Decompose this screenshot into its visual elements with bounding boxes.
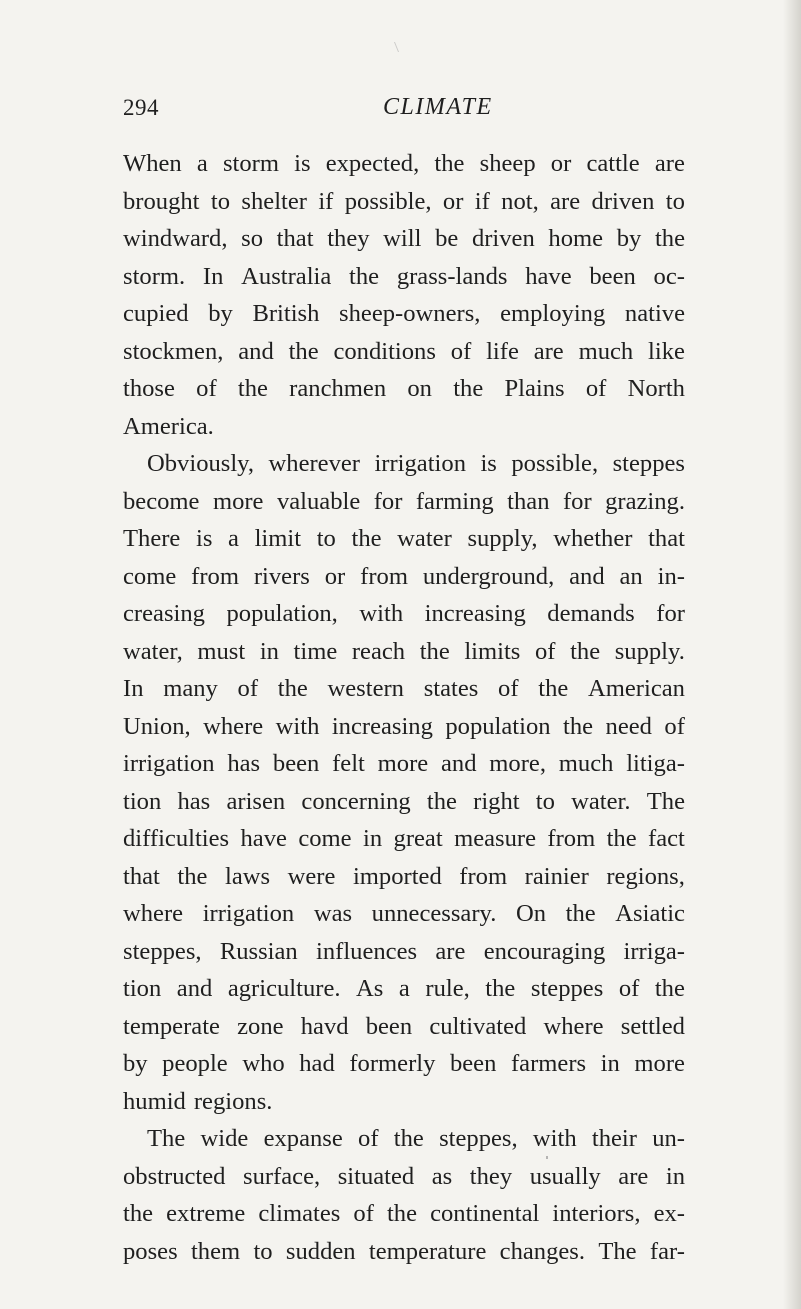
word: cupied xyxy=(123,300,189,327)
word: difficulties xyxy=(123,825,230,852)
word: of xyxy=(358,1125,379,1152)
word: is xyxy=(294,150,311,177)
printing-mark xyxy=(394,42,402,52)
word: in xyxy=(665,1162,685,1190)
word: the xyxy=(538,675,569,702)
text-line xyxy=(123,1008,685,1046)
word: from xyxy=(459,862,508,890)
word: than xyxy=(507,487,550,515)
word: concerning xyxy=(301,787,411,815)
word: tion xyxy=(123,975,162,1002)
word: irrigation xyxy=(123,750,215,777)
word: are xyxy=(654,150,685,177)
word: irrigation xyxy=(374,450,466,477)
word: a xyxy=(228,525,239,552)
word: to xyxy=(210,187,231,215)
word: Asiatic xyxy=(615,900,685,927)
word: regions. xyxy=(193,1087,273,1115)
word: sheep-owners, xyxy=(339,300,481,327)
text-line xyxy=(123,783,685,821)
word: be xyxy=(435,225,459,252)
word: where xyxy=(123,900,184,927)
text-line xyxy=(123,820,685,858)
word: of xyxy=(618,975,640,1002)
word: farming xyxy=(415,487,494,515)
word: surface, xyxy=(243,1162,321,1190)
word: are xyxy=(435,937,466,965)
word: In xyxy=(123,675,144,702)
word: steppes, xyxy=(439,1125,518,1152)
word: for xyxy=(656,600,685,627)
word: demands xyxy=(547,600,635,627)
word: continental xyxy=(430,1200,540,1227)
word: come xyxy=(298,825,352,852)
word: oc- xyxy=(653,262,685,290)
word: is xyxy=(480,450,497,477)
word: agriculture. xyxy=(227,975,341,1002)
word: the xyxy=(177,862,208,890)
word: underground, xyxy=(422,562,555,590)
word: where xyxy=(543,1012,604,1040)
text-line xyxy=(123,258,685,296)
word: obstructed xyxy=(123,1162,226,1190)
text-line xyxy=(123,520,685,558)
word: felt xyxy=(332,750,365,777)
word: with xyxy=(359,600,404,627)
text-line xyxy=(123,895,685,933)
word: in xyxy=(362,825,383,852)
word: have xyxy=(240,825,287,852)
word: of xyxy=(353,1200,374,1227)
word: population, xyxy=(226,600,338,627)
word: sheep xyxy=(479,150,536,177)
word: by xyxy=(208,300,233,327)
word: There xyxy=(123,525,181,552)
word: are xyxy=(550,187,581,215)
word: water xyxy=(397,525,452,552)
word: un- xyxy=(652,1125,685,1152)
text-line xyxy=(123,1195,685,1233)
text-line xyxy=(123,370,685,408)
word: the xyxy=(654,975,685,1002)
word: the xyxy=(606,825,637,852)
word: from xyxy=(547,825,596,852)
word: of xyxy=(237,675,259,702)
text-line xyxy=(123,333,685,371)
word: with xyxy=(532,1125,577,1152)
word: for xyxy=(373,487,403,515)
word: interiors, xyxy=(552,1200,641,1227)
word: American xyxy=(587,675,685,702)
word: humid xyxy=(123,1087,186,1115)
word: or xyxy=(442,187,464,215)
word: storm. xyxy=(123,262,186,290)
text-line xyxy=(123,745,685,783)
word: zone xyxy=(237,1012,284,1040)
page-edge-shadow xyxy=(783,0,801,1309)
word: tion xyxy=(123,787,162,815)
text-line xyxy=(123,708,685,746)
text-line xyxy=(123,1083,685,1121)
word: creasing xyxy=(123,600,205,627)
word: a xyxy=(196,150,208,177)
word: Union, xyxy=(123,712,191,740)
word: is xyxy=(195,525,213,552)
word: of xyxy=(450,337,472,365)
word: are xyxy=(618,1162,649,1190)
word: more, xyxy=(489,750,546,777)
word: must xyxy=(197,637,246,665)
word: more xyxy=(212,487,264,515)
word: much xyxy=(558,750,614,777)
word: have xyxy=(525,262,572,290)
word: the xyxy=(563,712,594,740)
text-line xyxy=(123,1158,685,1196)
word: become xyxy=(123,487,200,515)
word: formerly xyxy=(349,1050,436,1077)
word: settled xyxy=(620,1012,685,1040)
word: come xyxy=(123,562,177,590)
word: America. xyxy=(123,412,214,440)
word: extreme xyxy=(166,1200,246,1227)
word: the xyxy=(351,525,382,552)
word: as xyxy=(431,1162,453,1190)
text-line xyxy=(123,183,685,221)
word: or xyxy=(550,150,572,177)
word: more xyxy=(377,750,429,777)
word: those xyxy=(123,375,175,402)
word: valuable xyxy=(276,487,361,515)
word: an xyxy=(619,562,643,590)
word: the xyxy=(485,975,516,1002)
word: who xyxy=(242,1050,285,1077)
text-line xyxy=(123,858,685,896)
word: increasing xyxy=(424,600,526,627)
text-line xyxy=(123,933,685,971)
word: of xyxy=(196,375,217,402)
word: life xyxy=(486,337,519,365)
word: western xyxy=(327,675,404,702)
word: Russian xyxy=(219,937,298,965)
word: to xyxy=(316,525,336,552)
word: of xyxy=(664,712,685,740)
word: the xyxy=(288,337,319,365)
word: fact xyxy=(648,825,685,852)
word: influences xyxy=(316,937,418,965)
word: so xyxy=(241,225,264,252)
word: increasing xyxy=(331,712,433,740)
word: changes. xyxy=(499,1237,586,1265)
word: need xyxy=(605,712,652,740)
word: ranchmen xyxy=(289,375,387,402)
word: brought xyxy=(123,187,200,215)
word: or xyxy=(324,562,346,590)
word: The xyxy=(646,787,685,815)
word: that xyxy=(123,862,160,890)
word: was xyxy=(313,900,353,927)
word: that xyxy=(276,225,314,252)
word: of xyxy=(498,675,519,702)
word: if xyxy=(474,187,490,215)
word: population xyxy=(445,712,551,740)
word: Plains xyxy=(504,375,565,402)
word: unnecessary. xyxy=(371,900,497,927)
word: wide xyxy=(200,1125,249,1152)
word: employing xyxy=(500,300,606,327)
word: from xyxy=(360,562,408,590)
word: On xyxy=(515,900,547,927)
word: in xyxy=(259,637,279,665)
word: As xyxy=(356,975,384,1002)
word: from xyxy=(191,562,239,590)
word: for xyxy=(562,487,592,515)
word: usually xyxy=(529,1162,601,1190)
word: by xyxy=(123,1050,148,1077)
word: great xyxy=(393,825,443,852)
body-text xyxy=(123,145,685,1270)
word: native xyxy=(624,300,685,327)
word: steppes xyxy=(612,450,685,477)
word: if xyxy=(318,187,334,215)
word: home xyxy=(548,225,604,252)
word: like xyxy=(648,337,685,365)
word: farmers xyxy=(510,1050,587,1077)
word: to xyxy=(535,787,555,815)
word: encouraging xyxy=(483,937,606,965)
word: are xyxy=(533,337,564,365)
word: regions, xyxy=(606,862,685,890)
word: When xyxy=(123,150,182,177)
word: limit xyxy=(254,525,302,552)
text-line xyxy=(123,220,685,258)
word: to xyxy=(665,187,685,215)
word: irrigation xyxy=(202,900,295,927)
word: the xyxy=(237,375,268,402)
word: limits xyxy=(464,637,521,665)
word: a xyxy=(398,975,410,1002)
word: of xyxy=(585,375,607,402)
word: cultivated xyxy=(429,1012,527,1040)
word: wherever xyxy=(268,450,360,477)
word: states xyxy=(423,675,479,702)
text-line xyxy=(123,558,685,596)
word: of xyxy=(534,637,556,665)
word: in xyxy=(600,1050,620,1077)
word: the xyxy=(434,150,465,177)
word: been xyxy=(272,750,320,777)
word: sudden xyxy=(285,1237,356,1265)
word: poses xyxy=(123,1237,178,1265)
text-line xyxy=(123,483,685,521)
word: cattle xyxy=(586,150,640,177)
running-head: CLIMATE xyxy=(383,94,493,120)
word: the xyxy=(565,900,596,927)
word: ex- xyxy=(653,1200,685,1227)
text-line xyxy=(123,1233,685,1271)
word: the xyxy=(419,637,450,665)
word: windward, xyxy=(123,225,228,252)
word: were xyxy=(287,862,336,890)
word: not, xyxy=(501,187,539,215)
printing-speck xyxy=(546,1156,548,1159)
word: has xyxy=(177,787,211,815)
word: the xyxy=(386,1200,417,1227)
word: temperature xyxy=(368,1237,487,1265)
word: The xyxy=(147,1125,186,1152)
word: whether xyxy=(553,525,633,552)
word: they xyxy=(469,1162,513,1190)
text-line xyxy=(123,595,685,633)
text-line xyxy=(123,445,685,483)
text-line xyxy=(123,1120,685,1158)
word: possible, xyxy=(344,187,432,215)
word: has xyxy=(227,750,261,777)
word: right xyxy=(473,787,520,815)
word: people xyxy=(162,1050,228,1077)
word: measure xyxy=(454,825,536,852)
word: their xyxy=(591,1125,637,1152)
word: on xyxy=(407,375,432,402)
word: situated xyxy=(337,1162,415,1190)
text-line xyxy=(123,408,685,446)
word: grass-lands xyxy=(396,262,508,290)
word: them xyxy=(190,1237,241,1265)
word: and xyxy=(176,975,213,1002)
text-line xyxy=(123,295,685,333)
word: imported xyxy=(352,862,442,890)
word: and xyxy=(569,562,605,590)
word: been xyxy=(589,262,636,290)
text-line xyxy=(123,145,685,183)
page-number: 294 xyxy=(123,95,159,120)
word: had xyxy=(299,1050,335,1077)
word: rivers xyxy=(253,562,310,590)
word: where xyxy=(203,712,264,740)
word: more xyxy=(634,1050,685,1077)
word: supply, xyxy=(467,525,538,552)
word: they xyxy=(327,225,370,252)
word: storm xyxy=(222,150,279,177)
word: time xyxy=(293,637,338,665)
word: steppes, xyxy=(123,937,202,965)
word: rainier xyxy=(524,862,589,890)
text-line xyxy=(123,670,685,708)
word: Obviously, xyxy=(147,450,255,477)
word: the xyxy=(570,637,601,665)
word: far- xyxy=(649,1237,685,1265)
word: arisen xyxy=(226,787,286,815)
word: supply. xyxy=(614,637,685,665)
word: havd xyxy=(300,1012,349,1040)
word: driven xyxy=(471,225,535,252)
word: the xyxy=(349,262,380,290)
word: the xyxy=(277,675,308,702)
word: rule, xyxy=(425,975,470,1002)
word: the xyxy=(123,1200,154,1227)
word: reach xyxy=(351,637,406,665)
word: will xyxy=(383,225,422,252)
word: in- xyxy=(657,562,685,590)
word: The xyxy=(598,1237,637,1265)
word: expanse xyxy=(263,1125,343,1152)
word: steppes xyxy=(530,975,604,1002)
word: North xyxy=(627,375,685,402)
word: stockmen, xyxy=(123,337,224,365)
word: climates xyxy=(258,1200,341,1227)
word: by xyxy=(616,225,642,252)
page-header xyxy=(123,95,683,129)
word: shelter xyxy=(241,187,307,215)
word: Australia xyxy=(241,262,332,290)
word: conditions xyxy=(333,337,436,365)
word: been xyxy=(449,1050,497,1077)
word: and xyxy=(441,750,477,777)
word: grazing. xyxy=(605,487,685,515)
word: In xyxy=(202,262,224,290)
text-line xyxy=(123,633,685,671)
text-line xyxy=(123,970,685,1008)
word: been xyxy=(365,1012,413,1040)
word: temperate xyxy=(123,1012,220,1040)
word: that xyxy=(648,525,685,552)
word: the xyxy=(426,787,457,815)
word: irriga- xyxy=(623,937,685,965)
word: expected, xyxy=(325,150,420,177)
word: driven xyxy=(591,187,655,215)
word: water. xyxy=(571,787,631,815)
word: possible, xyxy=(511,450,599,477)
word: litiga- xyxy=(626,750,685,777)
word: the xyxy=(654,225,685,252)
word: much xyxy=(578,337,634,365)
word: laws xyxy=(225,862,271,890)
word: with xyxy=(275,712,320,740)
text-line xyxy=(123,1045,685,1083)
word: the xyxy=(453,375,484,402)
word: to xyxy=(253,1237,273,1265)
word: many xyxy=(163,675,218,702)
word: and xyxy=(238,337,274,365)
word: the xyxy=(393,1125,424,1152)
word: British xyxy=(252,300,320,327)
word: water, xyxy=(123,637,183,665)
